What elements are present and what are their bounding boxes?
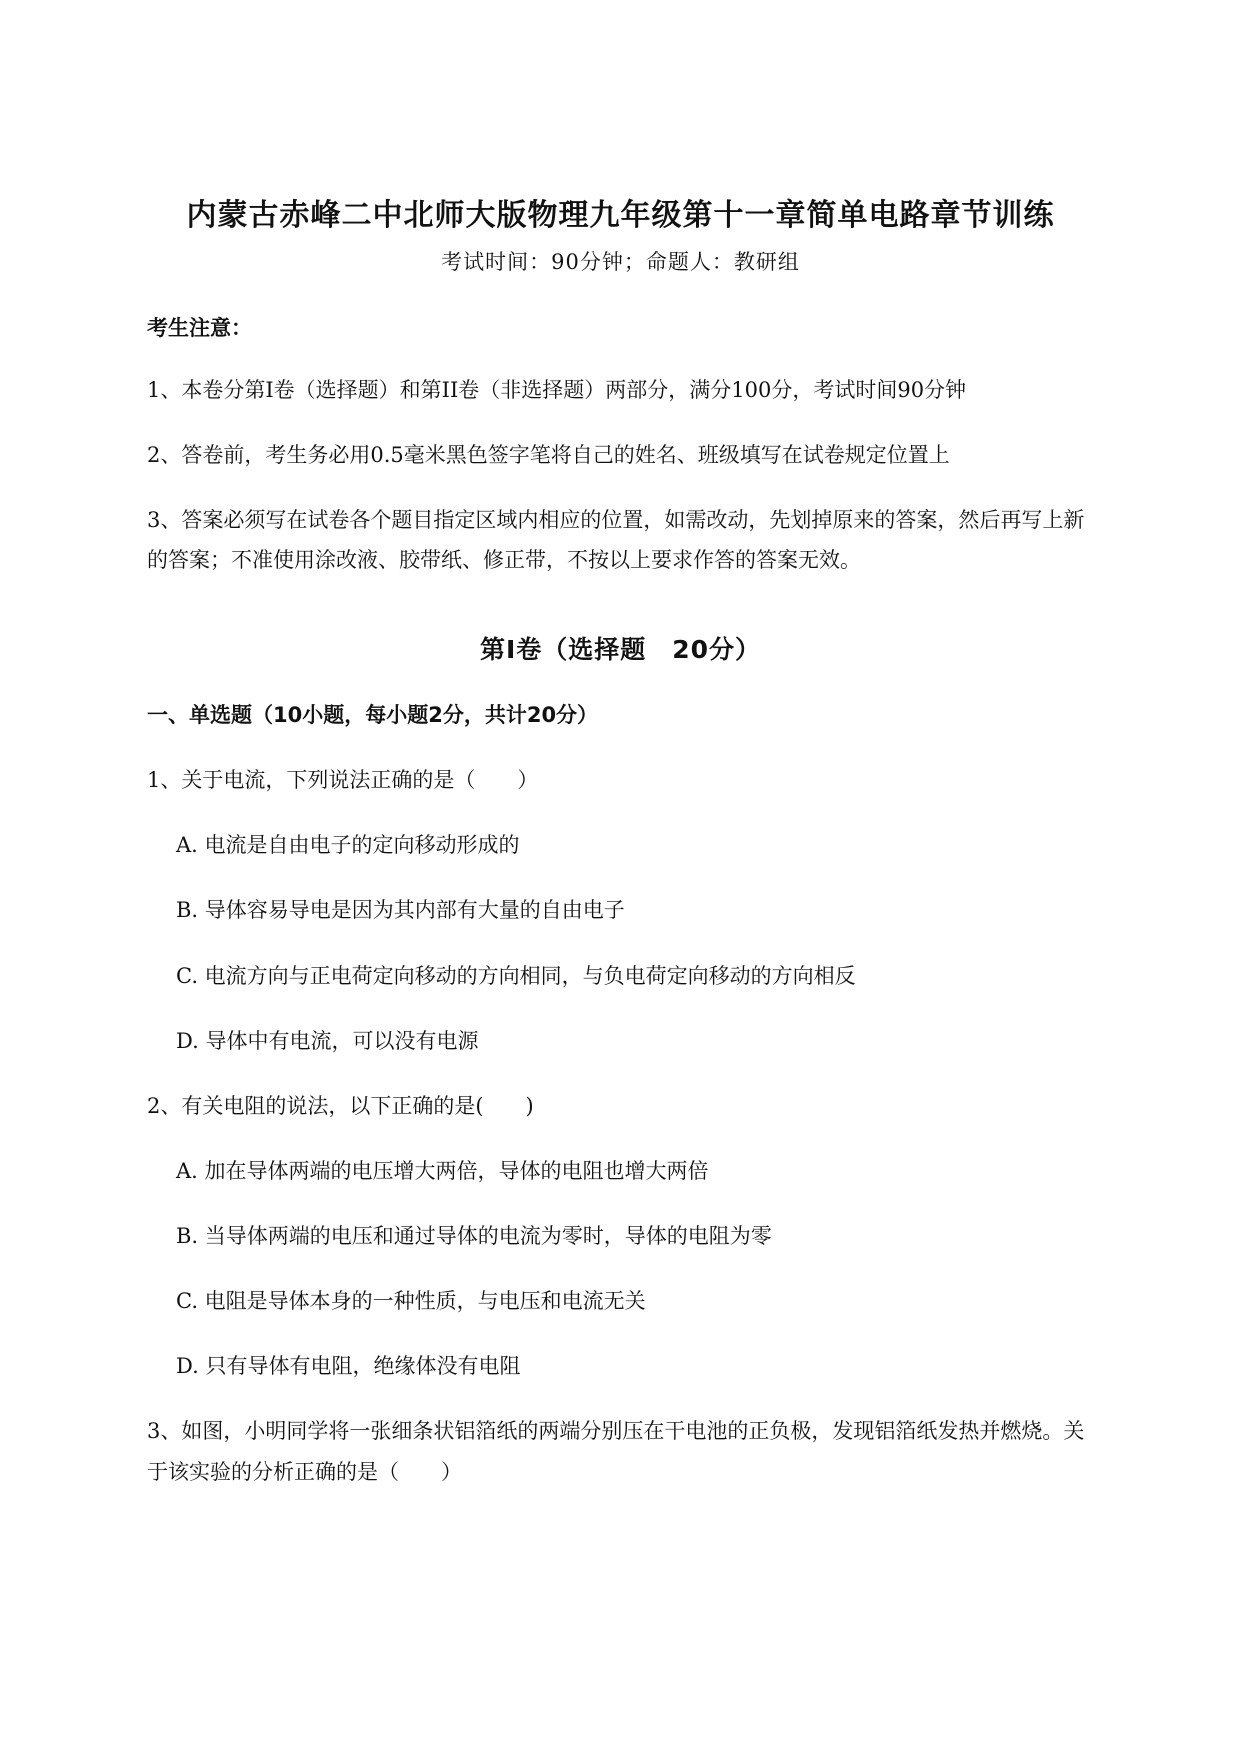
question-stem: 2、有关电阻的说法，以下正确的是( ) bbox=[147, 1094, 534, 1118]
note-item: 2、答卷前，考生务必用0.5毫米黑色签字笔将自己的姓名、班级填写在试卷规定位置上 bbox=[147, 443, 950, 467]
exam-subtitle: 考试时间：90分钟；命题人：教研组 bbox=[441, 250, 800, 274]
option-d: D. 只有导体有电阻，绝缘体没有电阻 bbox=[176, 1354, 521, 1378]
question-stem-continued: 于该实验的分析正确的是（ ） bbox=[147, 1460, 462, 1484]
question-stem: 3、如图，小明同学将一张细条状铝箔纸的两端分别压在干电池的正负极，发现铝箔纸发热并燃烧。关 bbox=[147, 1419, 1085, 1443]
option-b: B. 导体容易导电是因为其内部有大量的自由电子 bbox=[176, 898, 625, 922]
option-a: A. 加在导体两端的电压增大两倍，导体的电阻也增大两倍 bbox=[176, 1159, 709, 1183]
option-c: C. 电流方向与正电荷定向移动的方向相同，与负电荷定向移动的方向相反 bbox=[176, 964, 856, 988]
note-item-continued: 的答案；不准使用涂改液、胶带纸、修正带，不按以上要求作答的答案无效。 bbox=[147, 548, 861, 572]
notes-heading: 考生注意： bbox=[147, 316, 252, 340]
section-title: 第I卷（选择题 20分） bbox=[479, 635, 762, 664]
note-item: 1、本卷分第I卷（选择题）和第II卷（非选择题）两部分，满分100分，考试时间90分钟 bbox=[147, 378, 967, 402]
option-b: B. 当导体两端的电压和通过导体的电流为零时，导体的电阻为零 bbox=[176, 1224, 772, 1248]
option-a: A. 电流是自由电子的定向移动形成的 bbox=[176, 833, 520, 857]
question-stem: 1、关于电流，下列说法正确的是（ ） bbox=[147, 768, 539, 792]
part-heading: 一、单选题（10小题，每小题2分，共计20分） bbox=[147, 703, 599, 727]
option-d: D. 导体中有电流，可以没有电源 bbox=[176, 1029, 479, 1053]
exam-title: 内蒙古赤峰二中北师大版物理九年级第十一章简单电路章节训练 bbox=[186, 198, 1055, 233]
option-c: C. 电阻是导体本身的一种性质，与电压和电流无关 bbox=[176, 1289, 646, 1313]
note-item: 3、答案必须写在试卷各个题目指定区域内相应的位置，如需改动，先划掉原来的答案，然后再写上新 bbox=[147, 508, 1085, 532]
